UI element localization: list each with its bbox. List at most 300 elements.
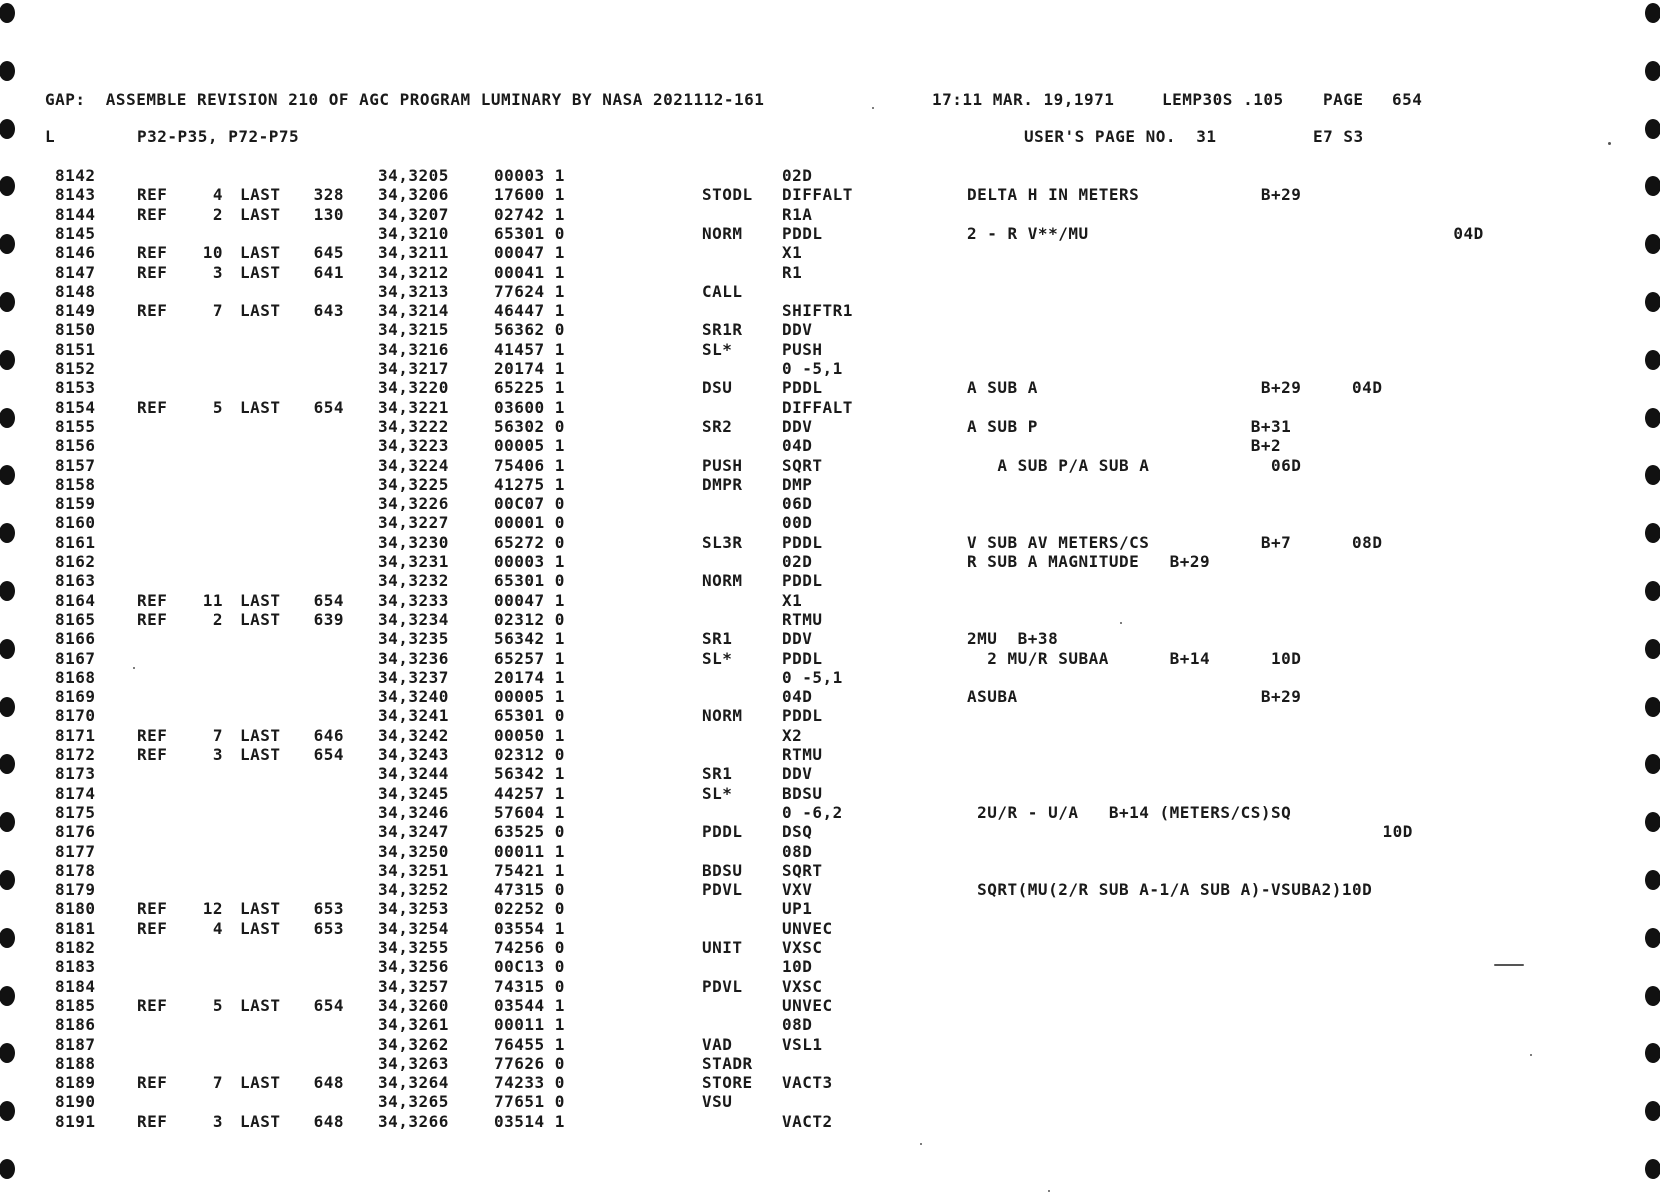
- opcode: SL*: [702, 784, 733, 803]
- line-number: 8174: [55, 784, 96, 803]
- address: 34,3206: [378, 185, 449, 204]
- ref-label: REF: [137, 243, 168, 262]
- operand: DIFFALT: [782, 398, 853, 417]
- address: 34,3231: [378, 552, 449, 571]
- line-number: 8142: [55, 166, 96, 185]
- octal-word: 00001 0: [494, 513, 565, 532]
- octal-word: 77626 0: [494, 1054, 565, 1073]
- operand: PUSH: [782, 340, 823, 359]
- address: 34,3214: [378, 301, 449, 320]
- last-page: 653: [313, 899, 344, 918]
- operand: PDDL: [782, 571, 823, 590]
- opcode: SR1: [702, 764, 733, 783]
- ref-label: REF: [137, 745, 168, 764]
- last-page: 653: [313, 919, 344, 938]
- sprocket-hole: [1645, 119, 1660, 139]
- sprocket-hole: [0, 1159, 15, 1179]
- octal-word: 65225 1: [494, 378, 565, 397]
- line-number: 8184: [55, 977, 96, 996]
- last-label: LAST: [240, 185, 281, 204]
- address: 34,3235: [378, 629, 449, 648]
- address: 34,3234: [378, 610, 449, 629]
- address: 34,3224: [378, 456, 449, 475]
- address: 34,3242: [378, 726, 449, 745]
- operand: DSQ: [782, 822, 813, 841]
- comment: SQRT(MU(2/R SUB A-1/A SUB A)-VSUBA2)10D: [967, 880, 1373, 899]
- octal-word: 63525 0: [494, 822, 565, 841]
- line-number: 8152: [55, 359, 96, 378]
- scan-speck: [1608, 142, 1611, 145]
- address: 34,3246: [378, 803, 449, 822]
- scan-speck: [1048, 1190, 1050, 1192]
- ref-count: 10: [202, 243, 223, 262]
- line-number: 8154: [55, 398, 96, 417]
- address: 34,3261: [378, 1015, 449, 1034]
- opcode: STADR: [702, 1054, 753, 1073]
- line-number: 8167: [55, 649, 96, 668]
- ref-label: REF: [137, 1073, 168, 1092]
- comment: A SUB A B+29 04D: [967, 378, 1383, 397]
- last-label: LAST: [240, 1073, 281, 1092]
- operand: 10D: [782, 957, 813, 976]
- opcode: NORM: [702, 706, 743, 725]
- sprocket-hole: [1645, 581, 1660, 601]
- scan-mark: [1494, 964, 1524, 966]
- address: 34,3217: [378, 359, 449, 378]
- comment: 10D: [967, 822, 1413, 841]
- ref-label: REF: [137, 1112, 168, 1131]
- operand: VACT3: [782, 1073, 833, 1092]
- sprocket-hole: [1645, 61, 1660, 81]
- octal-word: 03600 1: [494, 398, 565, 417]
- address: 34,3266: [378, 1112, 449, 1131]
- line-number: 8173: [55, 764, 96, 783]
- scan-speck: [133, 667, 135, 669]
- line-number: 8164: [55, 591, 96, 610]
- operand: 04D: [782, 436, 813, 455]
- address: 34,3230: [378, 533, 449, 552]
- octal-word: 00047 1: [494, 243, 565, 262]
- ref-label: REF: [137, 919, 168, 938]
- octal-word: 00050 1: [494, 726, 565, 745]
- address: 34,3265: [378, 1092, 449, 1111]
- sprocket-hole: [0, 176, 15, 196]
- address: 34,3232: [378, 571, 449, 590]
- sprocket-hole: [0, 523, 15, 543]
- opcode: PDVL: [702, 880, 743, 899]
- last-page: 654: [313, 591, 344, 610]
- address: 34,3233: [378, 591, 449, 610]
- octal-word: 57604 1: [494, 803, 565, 822]
- address: 34,3210: [378, 224, 449, 243]
- comment: 2U/R - U/A B+14 (METERS/CS)SQ: [967, 803, 1292, 822]
- sprocket-hole: [0, 639, 15, 659]
- operand: UP1: [782, 899, 813, 918]
- listing-marker: L: [45, 127, 56, 146]
- last-label: LAST: [240, 398, 281, 417]
- octal-word: 65301 0: [494, 224, 565, 243]
- last-page: 328: [313, 185, 344, 204]
- sprocket-hole: [1645, 754, 1660, 774]
- operand: PDDL: [782, 533, 823, 552]
- listing-code: E7 S3: [1313, 127, 1364, 146]
- ref-label: REF: [137, 899, 168, 918]
- operand: RTMU: [782, 745, 823, 764]
- last-label: LAST: [240, 726, 281, 745]
- address: 34,3240: [378, 687, 449, 706]
- address: 34,3255: [378, 938, 449, 957]
- sprocket-hole: [1645, 639, 1660, 659]
- line-number: 8166: [55, 629, 96, 648]
- comment: V SUB AV METERS/CS B+7 08D: [967, 533, 1383, 552]
- operand: X2: [782, 726, 803, 745]
- octal-word: 65301 0: [494, 571, 565, 590]
- address: 34,3211: [378, 243, 449, 262]
- octal-word: 46447 1: [494, 301, 565, 320]
- octal-word: 03514 1: [494, 1112, 565, 1131]
- opcode: VSU: [702, 1092, 733, 1111]
- opcode: PDDL: [702, 822, 743, 841]
- octal-word: 56342 1: [494, 629, 565, 648]
- line-number: 8191: [55, 1112, 96, 1131]
- ref-count: 12: [202, 899, 223, 918]
- operand: R1A: [782, 205, 813, 224]
- opcode: SR1: [702, 629, 733, 648]
- octal-word: 00003 1: [494, 166, 565, 185]
- line-number: 8190: [55, 1092, 96, 1111]
- operand: 0 -5,1: [782, 668, 843, 687]
- ref-count: 4: [212, 919, 223, 938]
- ref-count: 2: [212, 610, 223, 629]
- sprocket-hole: [1645, 812, 1660, 832]
- octal-word: 74233 0: [494, 1073, 565, 1092]
- ref-label: REF: [137, 263, 168, 282]
- address: 34,3223: [378, 436, 449, 455]
- ref-count: 3: [212, 1112, 223, 1131]
- opcode: SL3R: [702, 533, 743, 552]
- comment: ASUBA B+29: [967, 687, 1302, 706]
- ref-label: REF: [137, 610, 168, 629]
- ref-label: REF: [137, 185, 168, 204]
- operand: SQRT: [782, 456, 823, 475]
- sprocket-hole: [1645, 350, 1660, 370]
- line-number: 8172: [55, 745, 96, 764]
- users-page-number: USER'S PAGE NO. 31: [1024, 127, 1217, 146]
- operand: PDDL: [782, 706, 823, 725]
- last-page: 130: [313, 205, 344, 224]
- address: 34,3251: [378, 861, 449, 880]
- octal-word: 74256 0: [494, 938, 565, 957]
- line-number: 8182: [55, 938, 96, 957]
- octal-word: 00C07 0: [494, 494, 565, 513]
- sprocket-hole: [0, 1043, 15, 1063]
- line-number: 8159: [55, 494, 96, 513]
- sprocket-hole: [0, 928, 15, 948]
- line-number: 8186: [55, 1015, 96, 1034]
- last-label: LAST: [240, 591, 281, 610]
- last-page: 645: [313, 243, 344, 262]
- operand: 08D: [782, 1015, 813, 1034]
- line-number: 8177: [55, 842, 96, 861]
- address: 34,3262: [378, 1035, 449, 1054]
- line-number: 8175: [55, 803, 96, 822]
- octal-word: 44257 1: [494, 784, 565, 803]
- last-label: LAST: [240, 1112, 281, 1131]
- address: 34,3252: [378, 880, 449, 899]
- line-number: 8189: [55, 1073, 96, 1092]
- comment: R SUB A MAGNITUDE B+29: [967, 552, 1211, 571]
- operand: DDV: [782, 629, 813, 648]
- ref-count: 5: [212, 996, 223, 1015]
- address: 34,3250: [378, 842, 449, 861]
- sprocket-hole: [0, 1101, 15, 1121]
- sprocket-hole: [0, 754, 15, 774]
- sprocket-hole: [1645, 176, 1660, 196]
- last-label: LAST: [240, 745, 281, 764]
- opcode: SL*: [702, 340, 733, 359]
- line-number: 8176: [55, 822, 96, 841]
- comment: DELTA H IN METERS B+29: [967, 185, 1302, 204]
- octal-word: 00005 1: [494, 436, 565, 455]
- scan-speck: [872, 107, 874, 109]
- octal-word: 56342 1: [494, 764, 565, 783]
- ref-count: 4: [212, 185, 223, 204]
- opcode: SL*: [702, 649, 733, 668]
- operand: 08D: [782, 842, 813, 861]
- octal-word: 02312 0: [494, 610, 565, 629]
- operand: VXSC: [782, 938, 823, 957]
- line-number: 8155: [55, 417, 96, 436]
- octal-word: 20174 1: [494, 359, 565, 378]
- opcode: PUSH: [702, 456, 743, 475]
- opcode: NORM: [702, 224, 743, 243]
- ref-count: 5: [212, 398, 223, 417]
- sprocket-hole: [1645, 3, 1660, 23]
- sprocket-hole: [0, 350, 15, 370]
- ref-count: 11: [202, 591, 223, 610]
- last-page: 648: [313, 1073, 344, 1092]
- address: 34,3205: [378, 166, 449, 185]
- last-page: 654: [313, 398, 344, 417]
- line-number: 8181: [55, 919, 96, 938]
- last-label: LAST: [240, 263, 281, 282]
- address: 34,3243: [378, 745, 449, 764]
- address: 34,3263: [378, 1054, 449, 1073]
- octal-word: 41457 1: [494, 340, 565, 359]
- line-number: 8146: [55, 243, 96, 262]
- operand: VXSC: [782, 977, 823, 996]
- scan-speck: [1530, 1054, 1532, 1056]
- comment: A SUB P B+31: [967, 417, 1292, 436]
- octal-word: 76455 1: [494, 1035, 565, 1054]
- ref-label: REF: [137, 398, 168, 417]
- last-page: 639: [313, 610, 344, 629]
- operand: 02D: [782, 552, 813, 571]
- octal-word: 75421 1: [494, 861, 565, 880]
- address: 34,3257: [378, 977, 449, 996]
- line-number: 8148: [55, 282, 96, 301]
- sprocket-hole: [1645, 986, 1660, 1006]
- address: 34,3253: [378, 899, 449, 918]
- octal-word: 77651 0: [494, 1092, 565, 1111]
- comment: 2 MU/R SUBAA B+14 10D: [967, 649, 1302, 668]
- address: 34,3222: [378, 417, 449, 436]
- last-page: 654: [313, 996, 344, 1015]
- operand: VACT2: [782, 1112, 833, 1131]
- page-label: PAGE: [1323, 90, 1364, 109]
- octal-word: 56302 0: [494, 417, 565, 436]
- octal-word: 65272 0: [494, 533, 565, 552]
- octal-word: 00C13 0: [494, 957, 565, 976]
- operand: SHIFTR1: [782, 301, 853, 320]
- octal-word: 41275 1: [494, 475, 565, 494]
- octal-word: 20174 1: [494, 668, 565, 687]
- address: 34,3254: [378, 919, 449, 938]
- address: 34,3245: [378, 784, 449, 803]
- sprocket-hole: [0, 465, 15, 485]
- ref-label: REF: [137, 205, 168, 224]
- line-number: 8185: [55, 996, 96, 1015]
- line-number: 8188: [55, 1054, 96, 1073]
- line-number: 8143: [55, 185, 96, 204]
- sprocket-hole: [1645, 928, 1660, 948]
- line-number: 8161: [55, 533, 96, 552]
- operand: R1: [782, 263, 803, 282]
- opcode: DMPR: [702, 475, 743, 494]
- ref-label: REF: [137, 301, 168, 320]
- ref-count: 7: [212, 1073, 223, 1092]
- operand: RTMU: [782, 610, 823, 629]
- line-number: 8180: [55, 899, 96, 918]
- sprocket-hole: [1645, 697, 1660, 717]
- operand: X1: [782, 243, 803, 262]
- operand: VXV: [782, 880, 813, 899]
- opcode: SR2: [702, 417, 733, 436]
- address: 34,3241: [378, 706, 449, 725]
- sprocket-hole: [0, 870, 15, 890]
- operand: 02D: [782, 166, 813, 185]
- octal-word: 00003 1: [494, 552, 565, 571]
- sprocket-hole: [1645, 234, 1660, 254]
- line-number: 8187: [55, 1035, 96, 1054]
- address: 34,3237: [378, 668, 449, 687]
- address: 34,3207: [378, 205, 449, 224]
- line-number: 8157: [55, 456, 96, 475]
- octal-word: 65301 0: [494, 706, 565, 725]
- octal-word: 75406 1: [494, 456, 565, 475]
- line-number: 8183: [55, 957, 96, 976]
- last-label: LAST: [240, 301, 281, 320]
- line-number: 8178: [55, 861, 96, 880]
- octal-word: 17600 1: [494, 185, 565, 204]
- octal-word: 00011 1: [494, 1015, 565, 1034]
- last-page: 641: [313, 263, 344, 282]
- last-label: LAST: [240, 205, 281, 224]
- line-number: 8169: [55, 687, 96, 706]
- address: 34,3264: [378, 1073, 449, 1092]
- sprocket-hole: [0, 986, 15, 1006]
- sprocket-hole: [0, 234, 15, 254]
- opcode: SR1R: [702, 320, 743, 339]
- last-label: LAST: [240, 996, 281, 1015]
- operand: DDV: [782, 417, 813, 436]
- sprocket-hole: [1645, 1043, 1660, 1063]
- operand: PDDL: [782, 378, 823, 397]
- line-number: 8160: [55, 513, 96, 532]
- ref-count: 7: [212, 726, 223, 745]
- sprocket-hole: [0, 581, 15, 601]
- sprocket-hole: [0, 408, 15, 428]
- ref-label: REF: [137, 726, 168, 745]
- line-number: 8151: [55, 340, 96, 359]
- line-number: 8162: [55, 552, 96, 571]
- operand: 0 -6,2: [782, 803, 843, 822]
- sprocket-hole: [1645, 465, 1660, 485]
- sprocket-hole: [1645, 292, 1660, 312]
- operand: BDSU: [782, 784, 823, 803]
- sprocket-hole: [1645, 523, 1660, 543]
- line-number: 8168: [55, 668, 96, 687]
- line-number: 8165: [55, 610, 96, 629]
- operand: DMP: [782, 475, 813, 494]
- sprocket-hole: [0, 812, 15, 832]
- operand: SQRT: [782, 861, 823, 880]
- comment: A SUB P/A SUB A 06D: [967, 456, 1302, 475]
- ref-count: 3: [212, 745, 223, 764]
- address: 34,3256: [378, 957, 449, 976]
- assembly-title: GAP: ASSEMBLE REVISION 210 OF AGC PROGRAM LUMINARY BY NASA 2021112-161: [45, 90, 765, 109]
- octal-word: 03554 1: [494, 919, 565, 938]
- octal-word: 03544 1: [494, 996, 565, 1015]
- sprocket-hole: [1645, 1101, 1660, 1121]
- operand: 04D: [782, 687, 813, 706]
- section-title: P32-P35, P72-P75: [137, 127, 300, 146]
- last-page: 654: [313, 745, 344, 764]
- octal-word: 47315 0: [494, 880, 565, 899]
- line-number: 8153: [55, 378, 96, 397]
- opcode: DSU: [702, 378, 733, 397]
- octal-word: 00005 1: [494, 687, 565, 706]
- address: 34,3225: [378, 475, 449, 494]
- comment: B+2: [967, 436, 1282, 455]
- line-number: 8145: [55, 224, 96, 243]
- operand: DIFFALT: [782, 185, 853, 204]
- octal-word: 00047 1: [494, 591, 565, 610]
- octal-word: 00011 1: [494, 842, 565, 861]
- assembly-timestamp: 17:11 MAR. 19,1971: [932, 90, 1115, 109]
- last-label: LAST: [240, 919, 281, 938]
- line-number: 8179: [55, 880, 96, 899]
- octal-word: 02252 0: [494, 899, 565, 918]
- operand: 00D: [782, 513, 813, 532]
- opcode: BDSU: [702, 861, 743, 880]
- sprocket-hole: [0, 697, 15, 717]
- sprocket-hole: [1645, 1159, 1660, 1179]
- scan-speck: [1120, 622, 1122, 624]
- address: 34,3220: [378, 378, 449, 397]
- last-label: LAST: [240, 899, 281, 918]
- opcode: STORE: [702, 1073, 753, 1092]
- address: 34,3247: [378, 822, 449, 841]
- sprocket-hole: [0, 61, 15, 81]
- last-page: 646: [313, 726, 344, 745]
- operand: 06D: [782, 494, 813, 513]
- line-number: 8147: [55, 263, 96, 282]
- line-number: 8149: [55, 301, 96, 320]
- opcode: UNIT: [702, 938, 743, 957]
- opcode: NORM: [702, 571, 743, 590]
- job-id: LEMP30S .105: [1162, 90, 1284, 109]
